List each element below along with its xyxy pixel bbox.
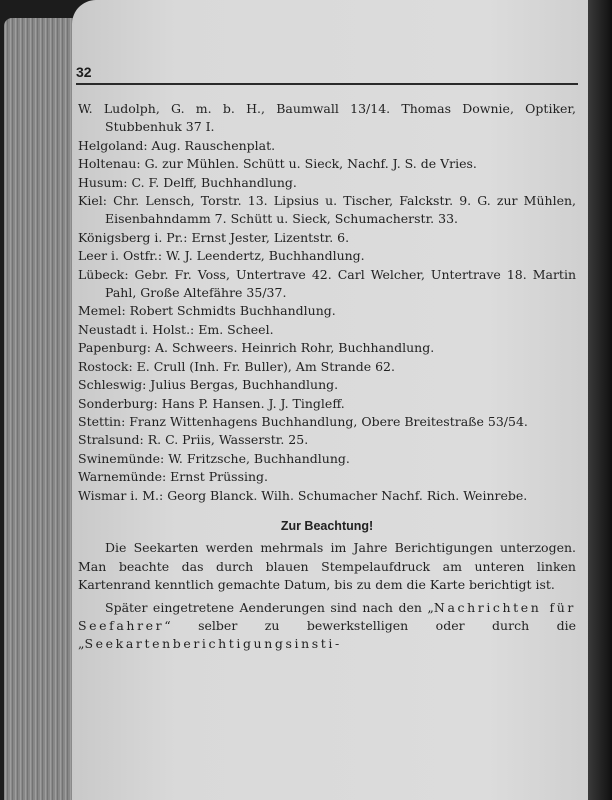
notice-paragraph: Die Seekarten werden mehrmals im Jahre Berichtigungen unterzogen. Man beachte das durch blauen Stempelaufdruck am unteren linken Kartenrand kenntlich gemachte Datum, bis zu dem die Karte berichtigt ist. [78,540,576,593]
list-entry: Husum: C. F. Delff, Buchhandlung. [78,174,297,190]
list-entry: Warnemünde: Ernst Prüssing. [78,469,269,485]
spaced-title: Seekartenberichtigungsinsti- [84,636,342,652]
list-entry: Lübeck: Gebr. Fr. Voss, Untertrave 42. Carl Welcher, Untertrave 18. Martin Pahl, Große Altefähre 35/37. [78,266,576,301]
spaced-title: Nachrichten für Seefahrer [78,599,576,633]
list-entry: Sonderburg: Hans P. Hansen. J. J. Tingleff. [78,395,345,411]
list-entry: Stralsund: R. C. Priis, Wasserstr. 25. [78,432,309,448]
list-entry: Kiel: Chr. Lensch, Torstr. 13. Lipsius u. Tischer, Falckstr. 9. G. zur Mühlen, Eisenbahndamm 7. Schütt u. Sieck, Schumacherstr. 33. [78,193,576,227]
notice-text: Später eingetretene Aenderungen sind nach den „ [105,599,434,615]
list-entry: Rostock: E. Crull (Inh. Fr. Buller), Am Strande 62. [78,358,395,374]
list-entry: Leer i. Ostfr.: W. J. Leendertz, Buchhandlung. [78,248,365,264]
page-number: 32 [76,64,92,80]
list-entry: Helgoland: Aug. Rauschenplat. [78,137,276,153]
list-entry: Swinemünde: W. Fritzsche, Buchhandlung. [78,450,350,466]
text-block [78,100,576,658]
notice-text: “ selber zu bewerkstelligen oder durch die „ [78,617,576,652]
list-entry: Neustadt i. Holst.: Em. Scheel. [78,321,274,337]
gutter-shadow [588,0,612,800]
list-entry: Stettin: Franz Wittenhagens Buchhandlung, Obere Breitestraße 53/54. [78,413,528,429]
list-entry: Schleswig: Julius Bergas, Buchhandlung. [78,377,339,393]
list-entry: Papenburg: A. Schweers. Heinrich Rohr, Buchhandlung. [78,340,435,356]
list-entry: W. Ludolph, G. m. b. H., Baumwall 13/14. Thomas Downie, Optiker, Stubbenhuk 37 I. [78,101,576,135]
header-rule [76,83,578,85]
list-entry: Memel: Robert Schmidts Buchhandlung. [78,303,336,319]
list-entry: Königsberg i. Pr.: Ernst Jester, Lizentstr. 6. [78,229,350,245]
notice-heading: Zur Beachtung! [280,518,374,533]
list-entry: Holtenau: G. zur Mühlen. Schütt u. Sieck, Nachf. J. S. de Vries. [78,156,477,172]
list-entry: Wismar i. M.: Georg Blanck. Wilh. Schumacher Nachf. Rich. Weinrebe. [78,487,528,503]
notice-paragraph [78,599,576,654]
